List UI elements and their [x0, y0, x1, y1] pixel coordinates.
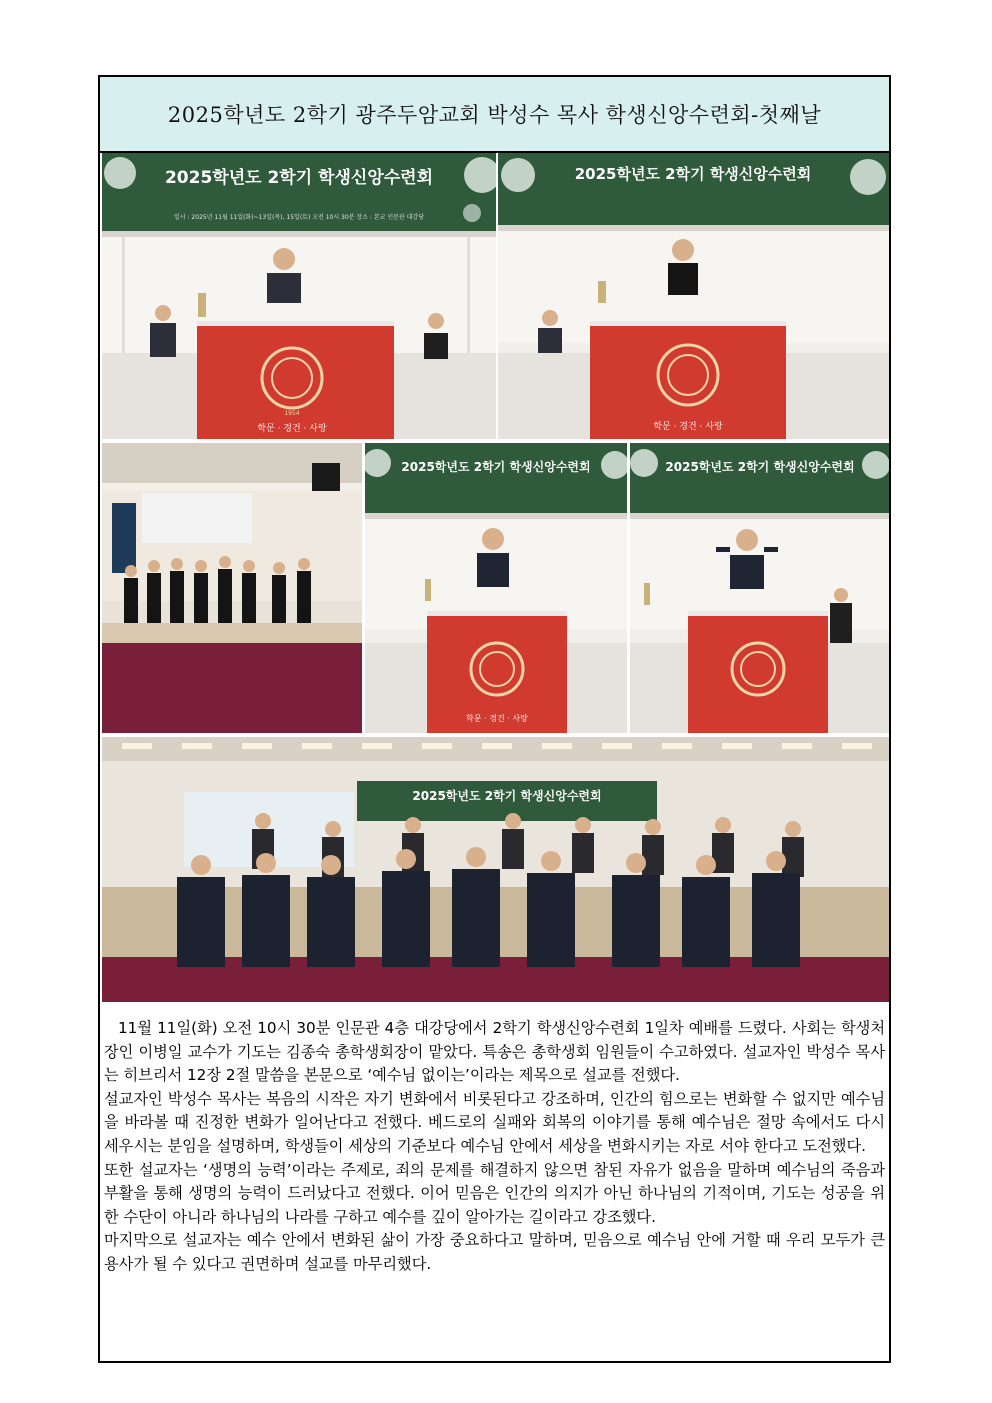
article-paragraph: 11월 11일(화) 오전 10시 30분 인문관 4층 대강당에서 2학기 학생신앙수련회 1일차 예배를 드렸다. 사회는 학생처장인 이병일 교수가 기도는 김종숙 총학생회장이 맡았다. 특송은 총학생회 임원들이 수고하였다. 설교자인 박성수 목사는 히브리서 12장 2절 말씀을 본문으로 ‘예수님 없이는’이라는 제목으로 설교를 전했다. [104, 1019, 885, 1085]
seal-year: 1954 [284, 410, 300, 417]
article-paragraph: 마지막으로 설교자는 예수 안에서 변화된 삶이 가장 중요하다고 말하며, 믿음으로 예수님 안에 거할 때 우리 모두가 큰 용사가 될 수 있다고 권면하며 설교를 마무리했다. [104, 1231, 885, 1273]
svg-text:2025학년도 2학기 학생신앙수련회: 2025학년도 2학기 학생신앙수련회 [665, 460, 855, 474]
article-paragraph: 또한 설교자는 ‘생명의 능력’이라는 주제로, 죄의 문제를 해결하지 않으면 참된 자유가 없음을 말하며 예수님의 죽음과 부활을 통해 생명의 능력이 드러났다고 전했다. 이어 믿음은 인간의 의지가 아닌 하나님의 기적이며, 기도는 성공을 위한 수단이 아니라 하나님의 나라를 구하고 예수를 깊이 알아가는 길이라고 강조했다. [104, 1160, 885, 1226]
article-body [104, 1017, 885, 1277]
photo-podium-prayer [630, 443, 889, 733]
photo-podium-speaker-1 [102, 153, 496, 439]
svg-text:학문 · 경건 · 사랑: 학문 · 경건 · 사랑 [466, 714, 528, 723]
photo-podium-preacher [365, 443, 627, 733]
podium-slogan: 학문 · 경건 · 사랑 [257, 424, 327, 434]
page-title: 2025학년도 2학기 광주두암교회 박성수 목사 학생신앙수련회-첫째날 [167, 103, 822, 127]
photo-group [102, 737, 889, 1002]
banner-info: 일시 : 2025년 11월 11일(화)~13일(목), 15일(토) 오전 10시 30분 장소 : 본교 인문관 대강당 [174, 214, 424, 221]
banner-title: 2025학년도 2학기 학생신앙수련회 [164, 168, 434, 188]
svg-text:2025학년도 2학기 학생신앙수련회: 2025학년도 2학기 학생신앙수련회 [412, 789, 602, 803]
document-frame [98, 75, 891, 1363]
title-banner [100, 77, 889, 153]
svg-text:학문 · 경건 · 사랑: 학문 · 경건 · 사랑 [653, 422, 723, 432]
svg-text:2025학년도 2학기 학생신앙수련회: 2025학년도 2학기 학생신앙수련회 [401, 460, 591, 474]
photo-podium-speaker-2 [498, 153, 889, 439]
svg-text:2025학년도 2학기 학생신앙수련회: 2025학년도 2학기 학생신앙수련회 [574, 165, 812, 183]
article-paragraph: 설교자인 박성수 목사는 복음의 시작은 자기 변화에서 비롯된다고 강조하며, 인간의 힘으로는 변화할 수 없지만 예수님을 바라볼 때 진정한 변화가 일어난다고 전했다. 베드로의 실패와 회복의 이야기를 통해 예수님은 절망 속에서도 다시 세우시는 분임을 설명하며, 학생들이 세상의 기준보다 예수님 안에서 세상을 변화시키는 자로 서야 한다고 도전했다. [104, 1089, 885, 1155]
photo-choir [102, 443, 362, 733]
